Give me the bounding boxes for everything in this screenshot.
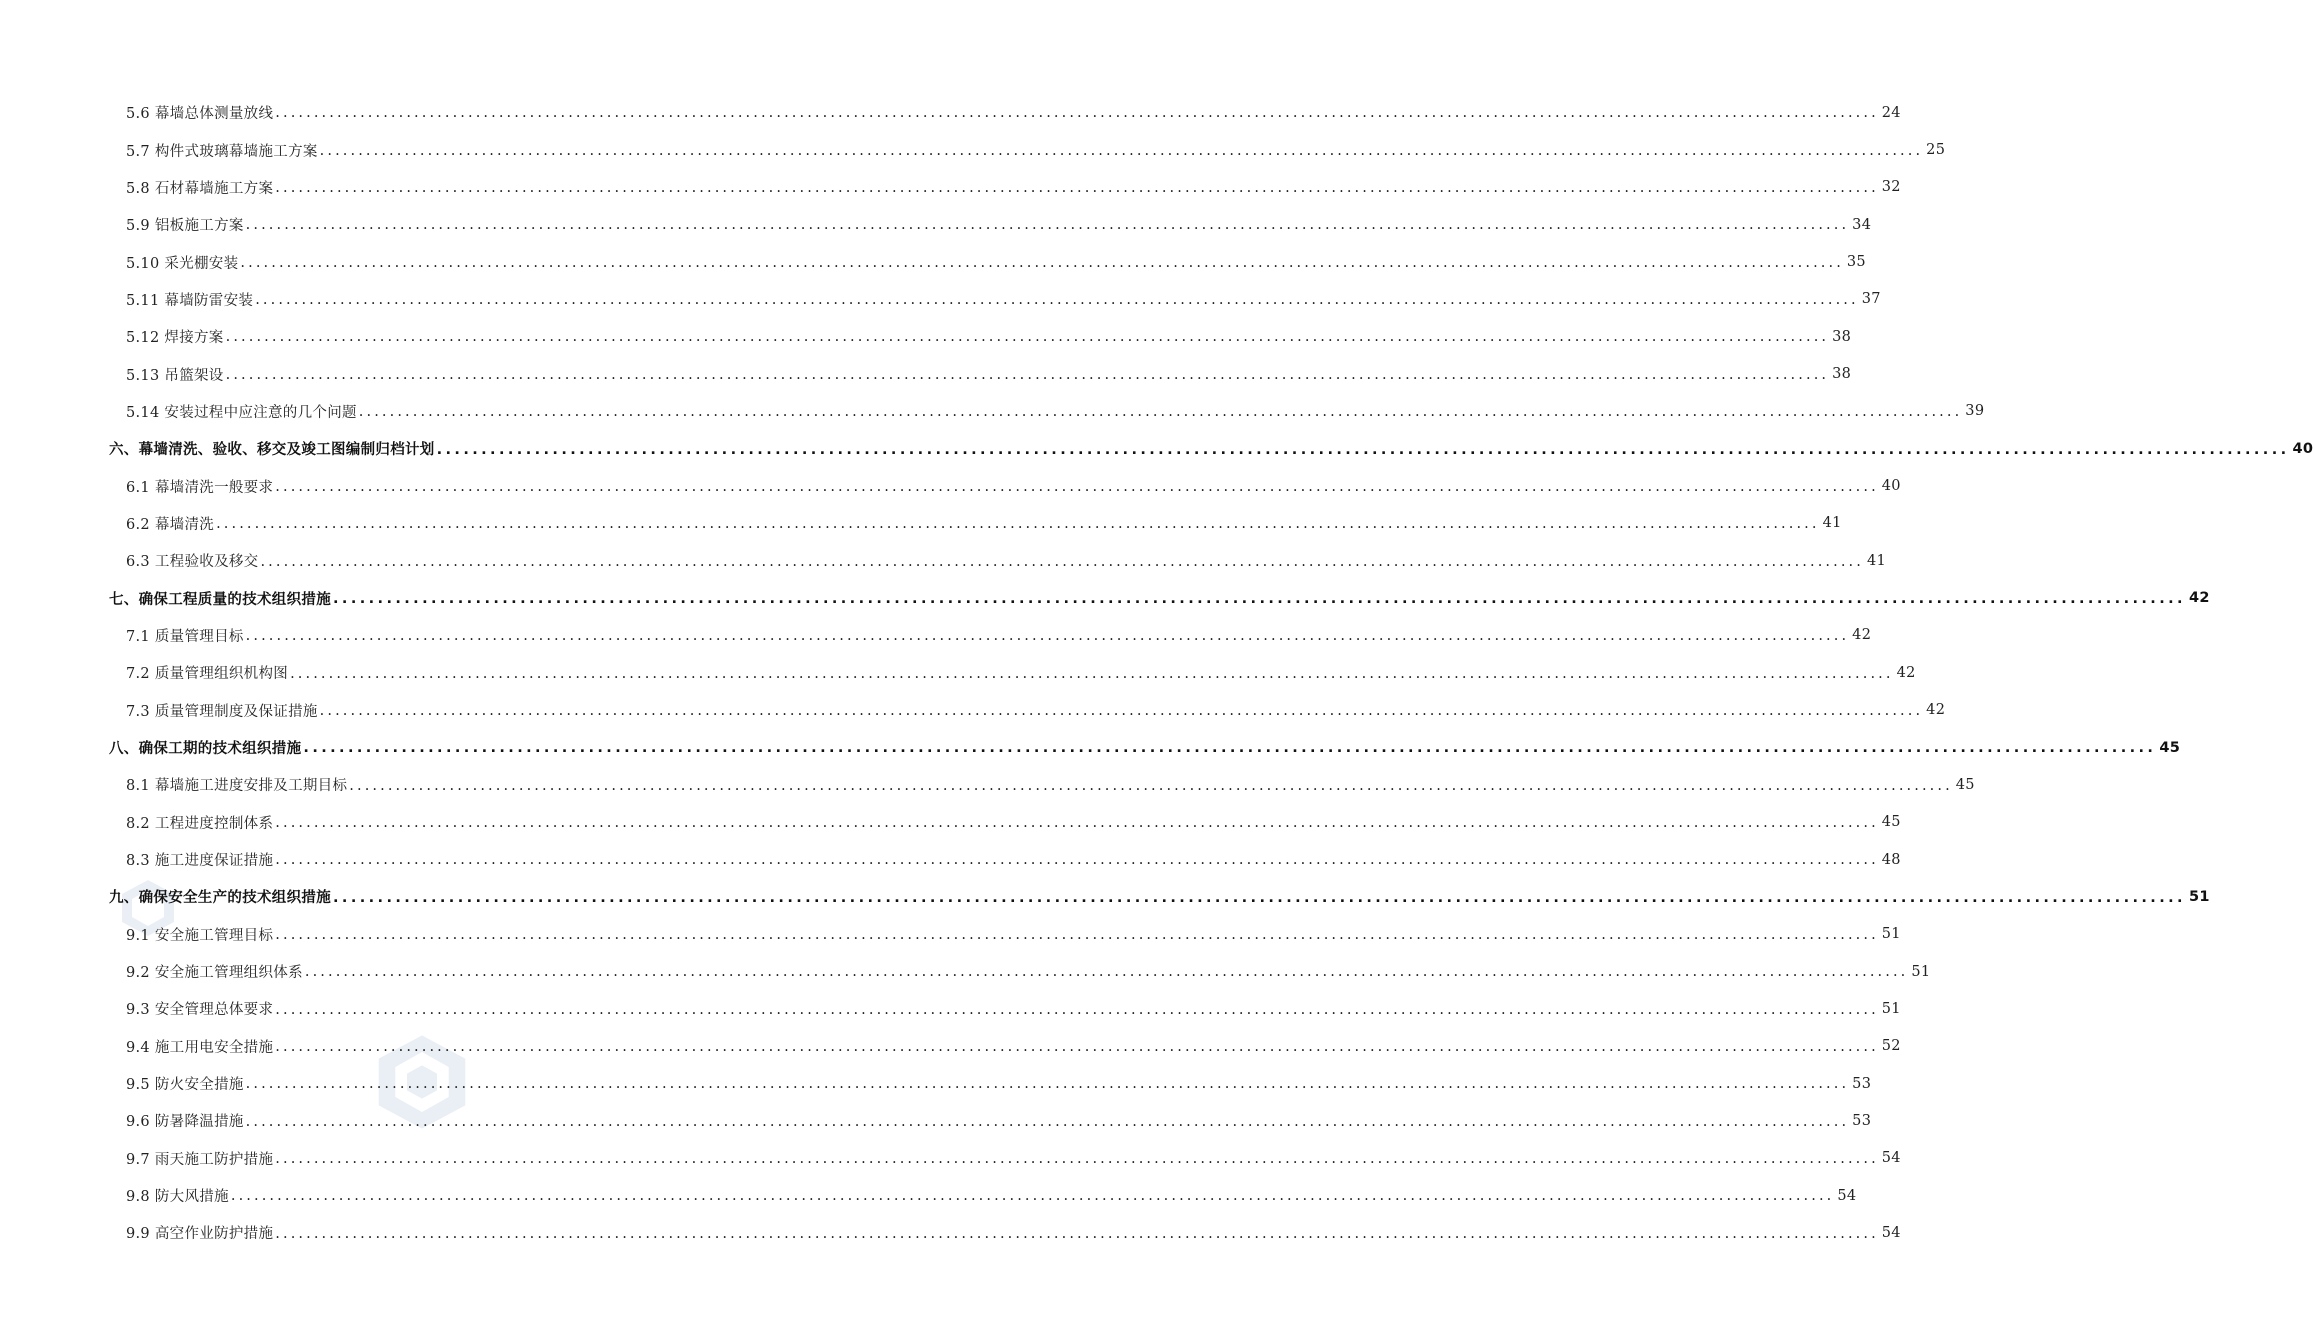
- toc-entry-title: 9.3 安全管理总体要求: [126, 1002, 274, 1019]
- toc-leader-dots: ................................................................................................................................................................................................................: [225, 329, 1830, 346]
- toc-leader-dots: ................................................................................................................................................................................................................: [275, 180, 1879, 197]
- toc-page-number: 24: [1881, 104, 1901, 121]
- toc-entry[interactable]: [0, 430, 2313, 467]
- toc-entry[interactable]: [0, 206, 1872, 243]
- toc-entry-title: 5.10 采光棚安装: [126, 255, 239, 272]
- toc-leader-dots: ................................................................................................................................................................................................................: [275, 1001, 1879, 1018]
- toc-page-number: 52: [1881, 1038, 1901, 1055]
- toc-entry[interactable]: [0, 729, 2181, 766]
- toc-leader-dots: ................................................................................................................................................................................................................: [275, 1039, 1879, 1056]
- toc-entry-title: 8.3 施工进度保证措施: [126, 853, 274, 870]
- toc-page-number: 54: [1881, 1150, 1901, 1167]
- toc-entry[interactable]: [0, 1102, 1872, 1139]
- toc-page-number: 53: [1852, 1075, 1872, 1092]
- toc-entry[interactable]: [0, 131, 1946, 168]
- toc-leader-dots: ................................................................................................................................................................................................................: [245, 628, 1850, 645]
- toc-page-number: 45: [2159, 739, 2181, 756]
- toc-entry[interactable]: [0, 467, 1901, 504]
- toc-page-number: 54: [1837, 1187, 1857, 1204]
- toc-leader-dots: ................................................................................................................................................................................................................: [275, 105, 1879, 122]
- toc-entry[interactable]: [0, 766, 1975, 803]
- toc-entry-title: 9.8 防大风措施: [126, 1189, 229, 1206]
- toc-page-number: 54: [1881, 1224, 1901, 1241]
- toc-page-number: 32: [1881, 179, 1901, 196]
- toc-entry[interactable]: [0, 169, 1901, 206]
- toc-entry[interactable]: [0, 990, 1901, 1027]
- toc-entry-title: 7.2 质量管理组织机构图: [126, 666, 289, 683]
- toc-entry-title: 8.1 幕墙施工进度安排及工期目标: [126, 778, 348, 795]
- toc-page-number: 51: [1911, 963, 1931, 980]
- toc-leader-dots: ................................................................................................................................................................................................................: [255, 292, 1859, 309]
- toc-page-number: 48: [1881, 851, 1901, 868]
- toc-leader-dots: ................................................................................................................................................................................................................: [245, 1113, 1850, 1130]
- toc-page-number: 38: [1832, 366, 1852, 383]
- toc-page-number: 42: [1926, 702, 1946, 719]
- toc-entry[interactable]: [0, 393, 1985, 430]
- toc-entry-title: 6.3 工程验收及移交: [126, 554, 259, 571]
- toc-entry-title: 9.7 雨天施工防护措施: [126, 1151, 274, 1168]
- toc-leader-dots: ................................................................................................................................................................................................................: [275, 926, 1879, 943]
- toc-page-number: 45: [1881, 814, 1901, 831]
- toc-entry-title: 6.1 幕墙清洗一般要求: [126, 479, 274, 496]
- toc-page-number: 42: [2188, 590, 2210, 607]
- toc-leader-dots: ................................................................................................................................................................................................................: [319, 702, 1924, 719]
- toc-entry[interactable]: [0, 617, 1872, 654]
- toc-entry[interactable]: [0, 804, 1901, 841]
- toc-entry[interactable]: [0, 355, 1852, 392]
- toc-entry-title: 5.12 焊接方案: [126, 330, 224, 347]
- toc-entry[interactable]: [0, 692, 1946, 729]
- toc-leader-dots: ................................................................................................................................................................................................................: [303, 740, 2157, 757]
- toc-entry-title: 5.8 石材幕墙施工方案: [126, 180, 274, 197]
- toc-entry-title: 5.11 幕墙防雷安装: [126, 292, 254, 309]
- toc-leader-dots: ................................................................................................................................................................................................................: [304, 964, 1909, 981]
- toc-entry-title: 九、确保安全生产的技术组织措施: [109, 890, 331, 907]
- toc-leader-dots: ................................................................................................................................................................................................................: [333, 889, 2186, 906]
- toc-entry-title: 9.4 施工用电安全措施: [126, 1039, 274, 1056]
- toc-leader-dots: ................................................................................................................................................................................................................: [240, 254, 1844, 271]
- toc-leader-dots: ................................................................................................................................................................................................................: [245, 217, 1850, 234]
- toc-page-number: 35: [1846, 254, 1866, 271]
- toc-page-number: 41: [1822, 515, 1842, 532]
- toc-leader-dots: ................................................................................................................................................................................................................: [275, 814, 1879, 831]
- toc-leader-dots: ................................................................................................................................................................................................................: [349, 777, 1953, 794]
- toc-page-number: 53: [1852, 1112, 1872, 1129]
- toc-leader-dots: ................................................................................................................................................................................................................: [260, 553, 1864, 570]
- toc-entry-title: 5.7 构件式玻璃幕墙施工方案: [126, 143, 318, 160]
- toc-leader-dots: ................................................................................................................................................................................................................: [230, 1188, 1835, 1205]
- toc-page-number: 42: [1896, 664, 1916, 681]
- toc-page-number: 38: [1832, 328, 1852, 345]
- toc-leader-dots: ................................................................................................................................................................................................................: [436, 441, 2290, 458]
- toc-page-number: 41: [1866, 552, 1887, 569]
- toc-page-number: 25: [1926, 142, 1946, 159]
- toc-entry[interactable]: [0, 542, 1887, 579]
- toc-entry-title: 七、确保工程质量的技术组织措施: [109, 591, 331, 608]
- toc-entry-title: 9.6 防暑降温措施: [126, 1114, 244, 1131]
- toc-page-number: 40: [2292, 440, 2313, 457]
- toc-entry[interactable]: [0, 1140, 1901, 1177]
- toc-leader-dots: ................................................................................................................................................................................................................: [275, 1225, 1879, 1242]
- toc-leader-dots: ................................................................................................................................................................................................................: [245, 1076, 1850, 1093]
- toc-entry-title: 7.1 质量管理目标: [126, 628, 244, 645]
- toc-leader-dots: ................................................................................................................................................................................................................: [333, 590, 2186, 607]
- toc-leader-dots: ................................................................................................................................................................................................................: [275, 478, 1879, 495]
- toc-entry-title: 八、确保工期的技术组织措施: [109, 741, 302, 758]
- toc-entry[interactable]: [0, 1028, 1901, 1065]
- toc-leader-dots: ................................................................................................................................................................................................................: [275, 852, 1879, 869]
- toc-page-number: 51: [2188, 888, 2210, 905]
- toc-entry[interactable]: [0, 318, 1852, 355]
- toc-entry[interactable]: [0, 841, 1901, 878]
- toc-entry-title: 六、幕墙清洗、验收、移交及竣工图编制归档计划: [109, 442, 435, 459]
- toc-entry[interactable]: [0, 243, 1866, 280]
- toc-leader-dots: ................................................................................................................................................................................................................: [225, 366, 1830, 383]
- toc-entry-title: 5.9 铝板施工方案: [126, 218, 244, 235]
- toc-page-number: 40: [1881, 478, 1901, 495]
- toc-entry-title: 8.2 工程进度控制体系: [126, 815, 274, 832]
- toc-entry-title: 9.5 防火安全措施: [126, 1077, 244, 1094]
- toc-entry-title: 5.13 吊篮架设: [126, 367, 224, 384]
- toc-page-number: 42: [1852, 627, 1872, 644]
- toc-entry[interactable]: [0, 1177, 1857, 1214]
- toc-page-number: 51: [1881, 1000, 1901, 1017]
- toc-leader-dots: ................................................................................................................................................................................................................: [275, 1151, 1879, 1168]
- toc-page-number: 37: [1861, 291, 1881, 308]
- table-of-contents: [0, 94, 2313, 1252]
- toc-entry[interactable]: [0, 953, 1931, 990]
- toc-entry[interactable]: [0, 579, 2210, 616]
- toc-leader-dots: ................................................................................................................................................................................................................: [290, 665, 1894, 682]
- toc-entry[interactable]: [0, 916, 1901, 953]
- toc-entry-title: 5.14 安装过程中应注意的几个问题: [126, 404, 357, 421]
- toc-page-number: 51: [1881, 926, 1901, 943]
- toc-leader-dots: ................................................................................................................................................................................................................: [216, 516, 1820, 533]
- toc-entry-title: 5.6 幕墙总体测量放线: [126, 106, 274, 123]
- toc-entry[interactable]: [0, 1065, 1872, 1102]
- toc-entry[interactable]: [0, 505, 1842, 542]
- toc-entry-title: 9.9 高空作业防护措施: [126, 1226, 274, 1243]
- toc-entry[interactable]: [0, 281, 1881, 318]
- toc-entry-title: 6.2 幕墙清洗: [126, 516, 215, 533]
- toc-entry[interactable]: [0, 1214, 1901, 1251]
- toc-entry-title: 9.1 安全施工管理目标: [126, 927, 274, 944]
- toc-entry[interactable]: [0, 654, 1916, 691]
- toc-entry-title: 7.3 质量管理制度及保证措施: [126, 703, 318, 720]
- toc-page-number: 34: [1852, 216, 1872, 233]
- toc-entry-title: 9.2 安全施工管理组织体系: [126, 965, 303, 982]
- toc-page-number: 45: [1955, 776, 1975, 793]
- toc-page-number: 39: [1965, 403, 1985, 420]
- toc-leader-dots: ................................................................................................................................................................................................................: [319, 142, 1924, 159]
- toc-entry[interactable]: [0, 94, 1901, 131]
- toc-entry[interactable]: [0, 878, 2210, 915]
- toc-leader-dots: ................................................................................................................................................................................................................: [358, 404, 1963, 421]
